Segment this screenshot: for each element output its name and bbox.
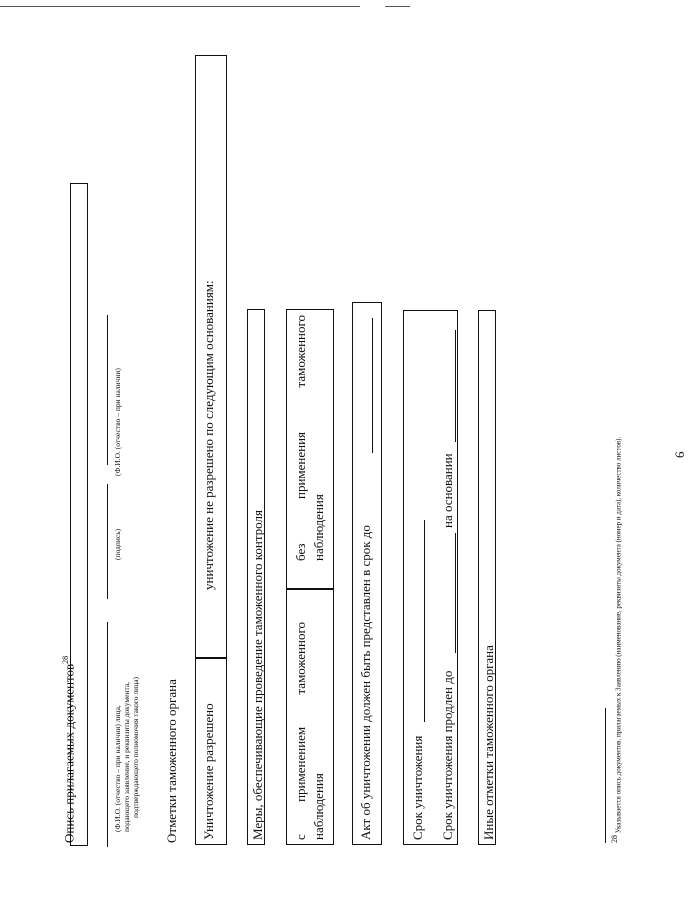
page-number-mark bbox=[672, 452, 688, 459]
top-border-line-right bbox=[385, 6, 410, 7]
with-observation-word-1: с bbox=[293, 834, 308, 840]
without-observation-word-3: таможенного bbox=[293, 315, 308, 388]
with-observation-word-2: применением bbox=[293, 726, 308, 802]
destruction-denied-label: уничтожение не разрешено по следующим основаниям: bbox=[201, 280, 216, 590]
without-observation-word-2: применения bbox=[293, 431, 308, 500]
inventory-title-text: Опись прилагаемых документов bbox=[61, 663, 77, 843]
measures-options-divider bbox=[287, 588, 333, 590]
fio-person-line-3: подтверждающего полномочия такого лица) bbox=[131, 676, 140, 818]
term-extended-label: Срок уничтожения продлен до bbox=[440, 670, 455, 840]
footnote-text: Указывается опись документов, прилагаемых к Заявлению (наименование, реквизиты документа (номер и дата), количество листов). bbox=[614, 436, 623, 834]
signature-caption: (подпись) bbox=[113, 528, 122, 560]
fio-caption: (Ф.И.О. (отчество – при наличии) bbox=[113, 368, 122, 476]
term-line bbox=[424, 520, 425, 722]
without-observation-line-2: наблюдения bbox=[311, 494, 326, 561]
with-observation-label bbox=[292, 622, 328, 840]
footnote-separator bbox=[605, 708, 606, 843]
footnote bbox=[610, 437, 622, 843]
fio-person-caption bbox=[113, 677, 140, 832]
term-basis-label: на основании bbox=[440, 453, 455, 528]
fio-person-line-2: подающего заявление, и реквизиты документа, bbox=[122, 681, 131, 832]
without-observation-label bbox=[292, 315, 328, 561]
other-marks-title: Иные отметки таможенного органа bbox=[481, 645, 496, 840]
customs-marks-title: Отметки таможенного органа bbox=[164, 679, 179, 843]
term-label: Срок уничтожения bbox=[410, 735, 425, 840]
without-observation-word-1: без bbox=[293, 543, 308, 561]
signature-line-fio-person bbox=[107, 622, 108, 847]
page-number-text: 6 bbox=[672, 451, 687, 458]
term-extended-line bbox=[455, 533, 456, 653]
act-label: Акт об уничтожении должен быть представлен в срок до bbox=[358, 525, 373, 840]
signature-line-fio bbox=[107, 315, 108, 465]
measures-title: Меры, обеспечивающие проведение таможенного контроля bbox=[250, 510, 265, 840]
top-border-line bbox=[0, 6, 360, 7]
with-observation-word-3: таможенного bbox=[293, 622, 308, 695]
destruction-table-divider bbox=[196, 657, 226, 659]
with-observation-line-2: наблюдения bbox=[311, 773, 326, 840]
with-observation-line-1 bbox=[292, 622, 310, 840]
inventory-footnote-ref: 28 bbox=[61, 655, 70, 664]
destruction-allowed-label: Уничтожение разрешено bbox=[201, 703, 216, 840]
footnote-number: 28 bbox=[610, 835, 619, 843]
without-observation-line-1 bbox=[292, 315, 310, 561]
inventory-box bbox=[70, 183, 88, 846]
signature-line-sign bbox=[107, 484, 108, 599]
act-date-line bbox=[372, 318, 373, 453]
fio-person-line-1: (Ф.И.О. (отчество – при наличии) лица, bbox=[113, 705, 122, 832]
term-basis-line bbox=[455, 330, 456, 442]
